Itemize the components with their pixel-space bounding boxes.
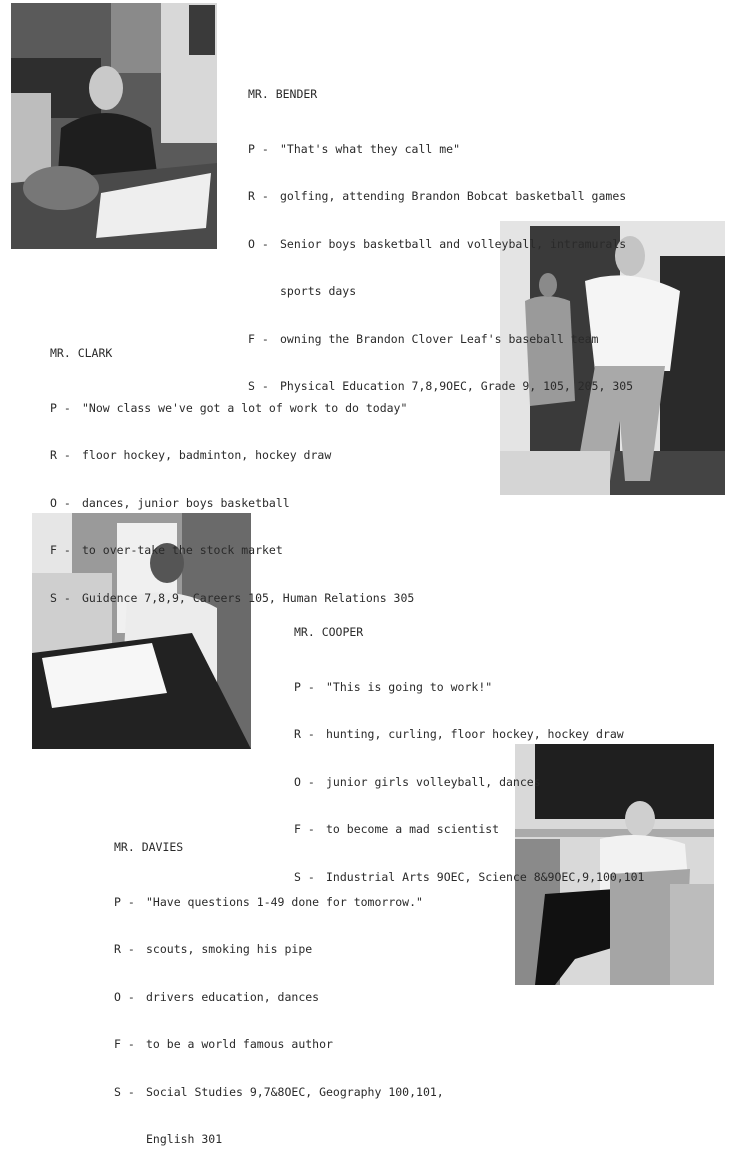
entry-line-r: R - golfing, attending Brandon Bobcat basketball games bbox=[248, 189, 627, 204]
entry-line-s-cont: English 301 bbox=[146, 1131, 223, 1146]
entry-line-f: F - owning the Brandon Clover Leaf's baseball team bbox=[248, 331, 599, 346]
entry-line-r: R - hunting, curling, floor hockey, hockey draw bbox=[294, 727, 624, 742]
entry-line-s: S - Social Studies 9,7&8OEC, Geography 100,101, bbox=[114, 1084, 444, 1099]
entry-line-o-cont: sports days bbox=[280, 284, 357, 299]
entry-line-o: O - Senior boys basketball and volleyball, intramurals bbox=[248, 236, 627, 251]
entry-line-s: S - Guidence 7,8,9, Careers 105, Human Relations 305 bbox=[50, 590, 415, 605]
entry-line-s: S - Physical Education 7,8,9OEC, Grade 9, 105, 205, 305 bbox=[248, 378, 634, 393]
entry-line-f: F - to become a mad scientist bbox=[294, 822, 500, 837]
teacher-entry-davies bbox=[114, 808, 444, 1164]
teacher-name: MR. BENDER bbox=[248, 86, 318, 101]
entry-line-r: R - floor hockey, badminton, hockey draw bbox=[50, 448, 332, 463]
teacher-name: MR. CLARK bbox=[50, 345, 113, 360]
bender-photo bbox=[11, 3, 217, 249]
entry-line-p: P - "That's what they call me" bbox=[248, 141, 461, 156]
entry-line-o: O - dances, junior boys basketball bbox=[50, 495, 290, 510]
entry-line-f: F - to be a world famous author bbox=[114, 1037, 333, 1052]
entry-line-p: P - "This is going to work!" bbox=[294, 679, 493, 694]
entry-line-f: F - to over-take the stock market bbox=[50, 543, 283, 558]
entry-line-s: S - Industrial Arts 9OEC, Science 8&9OEC,9,100,101 bbox=[294, 869, 645, 884]
entry-line-p: P - "Have questions 1-49 done for tomorrow." bbox=[114, 894, 423, 909]
teacher-entry-clark bbox=[50, 314, 414, 622]
teacher-name: MR. COOPER bbox=[294, 624, 364, 639]
entry-line-r: R - scouts, smoking his pipe bbox=[114, 942, 313, 957]
entry-line-o: O - drivers education, dances bbox=[114, 989, 320, 1004]
teacher-name: MR. DAVIES bbox=[114, 839, 184, 854]
entry-line-o: O - junior girls volleyball, dances bbox=[294, 774, 541, 789]
entry-line-p: P - "Now class we've got a lot of work to do today" bbox=[50, 400, 408, 415]
